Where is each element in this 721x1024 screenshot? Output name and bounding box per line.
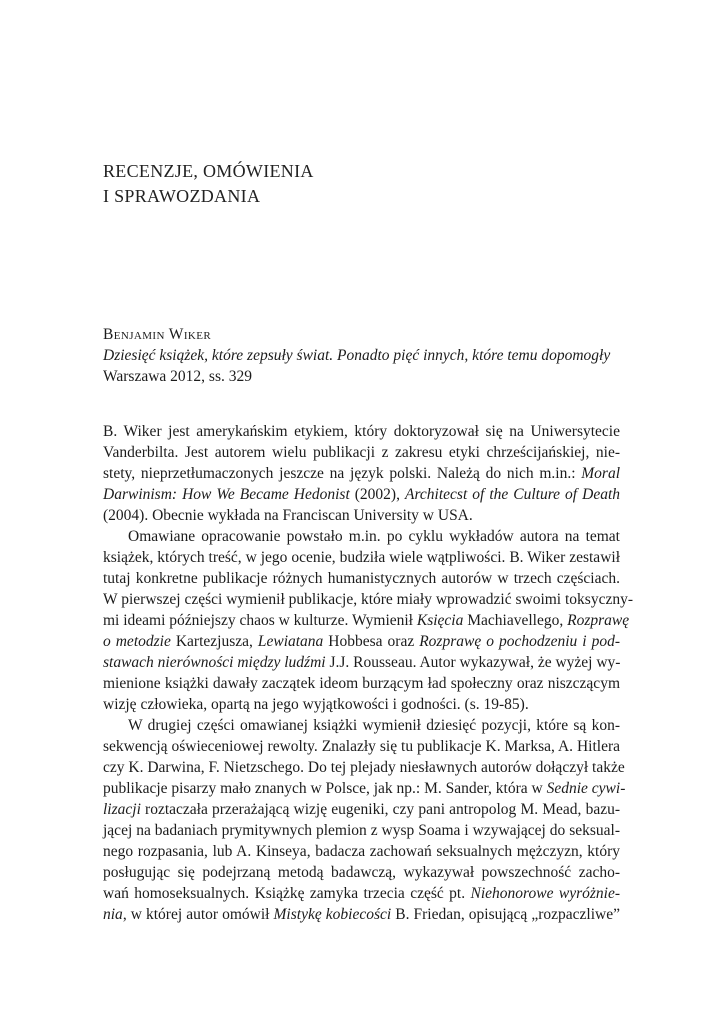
body-text-line: [103, 547, 620, 568]
text-fragment: (2004). Obecnie wykłada na Franciscan University w USA.: [103, 507, 473, 524]
review-body: [103, 421, 633, 925]
body-text-line: [103, 484, 620, 505]
text-fragment: posługując się podejrzaną metodą badawczą, wykazywał powszechność zacho-: [103, 864, 620, 881]
body-text-line: [103, 757, 625, 778]
body-text-line: [103, 421, 620, 442]
body-text-line: [103, 589, 633, 610]
italic-title-fragment: Księcia: [416, 612, 464, 629]
text-fragment: Kartezjusza,: [170, 633, 258, 650]
body-text-line: [103, 505, 620, 526]
body-text-line: [103, 568, 620, 589]
text-fragment: Omawiane opracowanie powstało m.in. po cyklu wykładów autora na temat: [128, 528, 620, 545]
text-fragment: wań homoseksualnych. Książkę zamyka trzecia część pt.: [103, 885, 471, 902]
body-text-line: [103, 904, 620, 925]
text-fragment: sekwencją oświeceniowej rewolty. Znalazły się tu publikacje K. Marksa, A. Hitlera: [103, 738, 620, 755]
text-fragment: Vanderbilta. Jest autorem wielu publikacji z zakresu etyki chrześcijańskiej, nie-: [103, 444, 620, 461]
text-fragment: J.J. Rousseau. Autor wykazywał, że wyżej wy-: [325, 654, 621, 671]
section-title: [103, 159, 623, 209]
italic-title-fragment: stawach nierówności między ludźmi: [103, 654, 326, 671]
text-fragment: książek, których treść, w jego ocenie, budziła wiele wątpliwości. B. Wiker zestawił: [103, 549, 620, 566]
text-fragment: tutaj konkretne publikacje różnych humanistycznych autorów w trzech częściach.: [103, 570, 620, 587]
text-fragment: mienione książki dawały zaczątek ideom burzącym ład społeczny oraz niszczącym: [103, 675, 620, 692]
text-fragment: mi ideami późniejszy chaos w kulturze. Wymienił: [103, 612, 417, 629]
text-fragment: wizję człowieka, opartą na jego wyjątkowości i godności. (s. 19-85).: [103, 696, 529, 713]
text-fragment: B. Wiker jest amerykańskim etykiem, który doktoryzował się na Uniwersytecie: [103, 423, 620, 440]
body-text-line: [103, 778, 626, 799]
publication-info: Warszawa 2012, ss. 329: [103, 368, 252, 385]
text-fragment: B. Friedan, opisującą „rozpaczliwe”: [391, 906, 620, 923]
body-text-line: [103, 862, 620, 883]
review-author: Benjamin Wiker: [103, 326, 212, 343]
text-fragment: W pierwszej części wymienił publikacje, które miały wprowadzić swoimi toksyczny-: [103, 591, 633, 608]
body-text-line: [103, 610, 630, 631]
body-text-line: [103, 736, 620, 757]
body-text-line: [103, 526, 620, 547]
text-fragment: Hobbesa oraz: [323, 633, 420, 650]
italic-title-fragment: Mistykę kobiecości: [273, 906, 392, 923]
body-text-line: [103, 841, 620, 862]
text-fragment: czy K. Darwina, F. Nietzschego. Do tej plejady niesławnych autorów dołączył także: [103, 759, 625, 776]
italic-title-fragment: Lewiatana: [257, 633, 324, 650]
italic-title-fragment: Rozprawę o pochodzeniu i pod-: [419, 633, 620, 650]
body-text-line: [103, 673, 620, 694]
text-fragment: nego rozpasania, lub A. Kinseya, badacza zachowań seksualnych mężczyzn, który: [103, 843, 620, 860]
text-fragment: , w której autor omówił: [122, 906, 274, 923]
body-text-line: [103, 715, 620, 736]
body-text-line: [103, 442, 620, 463]
text-fragment: stety, nieprzetłumaczonych jeszcze na język polski. Należą do nich m.in.:: [103, 465, 582, 482]
italic-title-fragment: nia: [103, 906, 123, 923]
text-fragment: W drugiej części omawianej książki wymienił dziesięć pozycji, które są kon-: [128, 717, 620, 734]
body-text-line: [103, 694, 620, 715]
italic-title-fragment: Moral: [581, 465, 620, 482]
italic-title-fragment: Sednie cywi-: [546, 780, 626, 797]
body-text-line: [103, 883, 620, 904]
italic-title-fragment: Darwinism: How We Became Hedonist: [103, 486, 350, 503]
italic-title-fragment: Architecst of the Culture of Death: [404, 486, 621, 503]
text-fragment: publikacje pisarzy mało znanych w Polsce, jak np.: M. Sander, która w: [103, 780, 547, 797]
text-fragment: (2002),: [349, 486, 405, 503]
body-text-line: [103, 799, 620, 820]
text-fragment: roztaczała przerażającą wizję eugeniki, czy pani antropolog M. Mead, bazu-: [140, 801, 620, 818]
text-fragment: jącej na badaniach prymitywnych plemion z wysp Soama i wzywającej do seksual-: [103, 822, 620, 839]
bibliographic-entry: [103, 324, 623, 387]
italic-title-fragment: Rozprawę: [567, 612, 630, 629]
body-text-line: [103, 631, 620, 652]
section-title-line-1: RECENZJE, OMÓWIENIA: [103, 161, 314, 181]
italic-title-fragment: lizacji: [103, 801, 141, 818]
body-text-line: [103, 820, 620, 841]
italic-title-fragment: Niehonorowe wyróżnie-: [470, 885, 620, 902]
body-text-line: [103, 652, 620, 673]
text-fragment: Machiavellego,: [463, 612, 568, 629]
reviewed-book-title: Dziesięć książek, które zepsuły świat. Ponadto pięć innych, które temu dopomogły: [103, 347, 611, 364]
section-title-line-2: I SPRAWOZDANIA: [103, 186, 261, 206]
body-text-line: [103, 463, 620, 484]
italic-title-fragment: o metodzie: [103, 633, 171, 650]
